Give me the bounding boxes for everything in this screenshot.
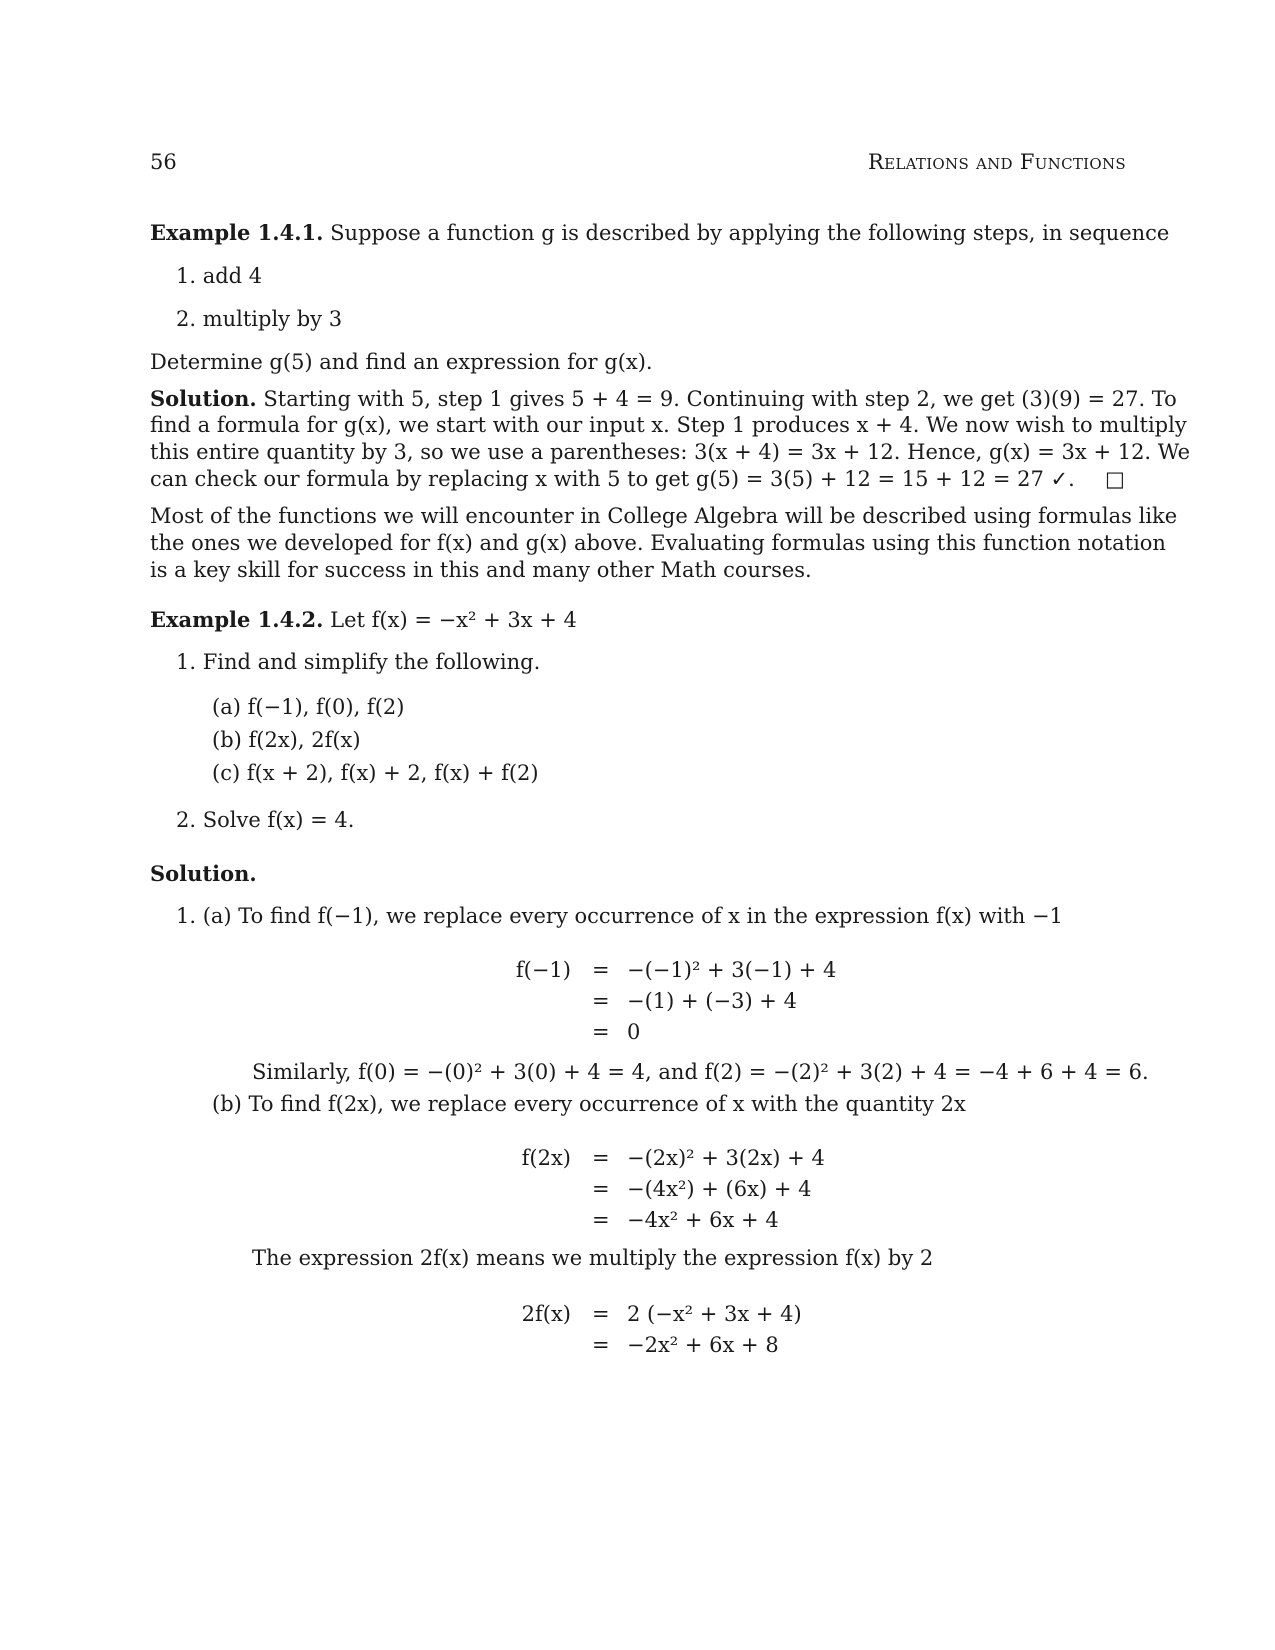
eq-b-lhs: f(2x) [521, 1146, 571, 1170]
paragraph-line-1: Most of the functions we will encounter in College Algebra will be described using formulas like [150, 504, 1178, 528]
part-b-intro: (b) To find f(2x), we replace every occurrence of x with the quantity 2x [212, 1092, 966, 1116]
example-1-label: Example 1.4.1. [150, 220, 324, 245]
eq-c-rel-1: = [592, 1302, 610, 1326]
solution-1-line-2: find a formula for g(x), we start with our input x. Step 1 produces x + 4. We now wish to multiply [150, 413, 1187, 437]
eq-a-rel-1: = [592, 958, 610, 982]
solution-1-line-4: can check our formula by replacing x with 5 to get g(5) = 3(5) + 12 = 15 + 12 = 27 ✓. [150, 467, 1075, 491]
eq-c-rel-2: = [592, 1333, 610, 1357]
eq-a-rhs-1: −(−1)² + 3(−1) + 4 [627, 958, 837, 982]
example-1-intro: Suppose a function g is described by applying the following steps, in sequence [330, 221, 1170, 245]
eq-c-rhs-1: 2 (−x² + 3x + 4) [627, 1302, 802, 1326]
eq-b-rel-2: = [592, 1177, 610, 1201]
example-2-subitem-b: (b) f(2x), 2f(x) [212, 728, 361, 752]
example-1-task: Determine g(5) and find an expression for g(x). [150, 350, 653, 374]
eq-a-rhs-2: −(1) + (−3) + 4 [627, 989, 797, 1013]
example-2-heading [150, 609, 577, 631]
eq-b-rel-1: = [592, 1146, 610, 1170]
eq-b-rhs-3: −4x² + 6x + 4 [627, 1208, 779, 1232]
eq-a-lhs: f(−1) [515, 958, 571, 982]
example-1-step-1: 1. add 4 [176, 264, 263, 288]
eq-a-rhs-3: 0 [627, 1020, 641, 1044]
eq-a-rel-3: = [592, 1020, 610, 1044]
eq-b-rhs-2: −(4x²) + (6x) + 4 [627, 1177, 812, 1201]
expression-line: The expression 2f(x) means we multiply the expression f(x) by 2 [252, 1246, 934, 1270]
eq-c-lhs: 2f(x) [521, 1302, 571, 1326]
example-1-heading [150, 222, 1169, 244]
qed-box-icon: □ [1105, 467, 1125, 491]
example-1-step-2: 2. multiply by 3 [176, 307, 343, 331]
example-2-item-2: 2. Solve f(x) = 4. [176, 808, 355, 832]
example-2-label: Example 1.4.2. [150, 607, 324, 632]
equation-f-minus-1 [0, 958, 1275, 1048]
solution-1-line-1 [150, 388, 1177, 410]
equation-f-2x [0, 1146, 1275, 1236]
running-title: Relations and Functions [867, 150, 1126, 174]
eq-b-rhs-1: −(2x)² + 3(2x) + 4 [627, 1146, 825, 1170]
solution-1-line-3: this entire quantity by 3, so we use a parentheses: 3(x + 4) = 3x + 12. Hence, g(x) = 3x + 12. We [150, 440, 1191, 464]
eq-a-rel-2: = [592, 989, 610, 1013]
part-a-intro: 1. (a) To find f(−1), we replace every occurrence of x in the expression f(x) with −1 [176, 904, 1063, 928]
example-2-subitem-a: (a) f(−1), f(0), f(2) [212, 695, 405, 719]
eq-b-rel-3: = [592, 1208, 610, 1232]
equation-2f-x [0, 1302, 1275, 1362]
paragraph-line-2: the ones we developed for f(x) and g(x) above. Evaluating formulas using this function notation [150, 531, 1166, 555]
similarly-line: Similarly, f(0) = −(0)² + 3(0) + 4 = 4, and f(2) = −(2)² + 3(2) + 4 = −4 + 6 + 4 = 6. [252, 1060, 1149, 1084]
example-2-intro: Let f(x) = −x² + 3x + 4 [330, 608, 577, 632]
eq-c-rhs-2: −2x² + 6x + 8 [627, 1333, 779, 1357]
example-2-item-1: 1. Find and simplify the following. [176, 650, 541, 674]
solution-1-text-1: Starting with 5, step 1 gives 5 + 4 = 9. Continuing with step 2, we get (3)(9) = 27. To [263, 387, 1177, 411]
page-number: 56 [150, 150, 177, 174]
solution-2-label: Solution. [150, 861, 257, 886]
solution-1-label: Solution. [150, 386, 257, 411]
paragraph-line-3: is a key skill for success in this and many other Math courses. [150, 558, 812, 582]
example-2-subitem-c: (c) f(x + 2), f(x) + 2, f(x) + f(2) [212, 761, 539, 785]
